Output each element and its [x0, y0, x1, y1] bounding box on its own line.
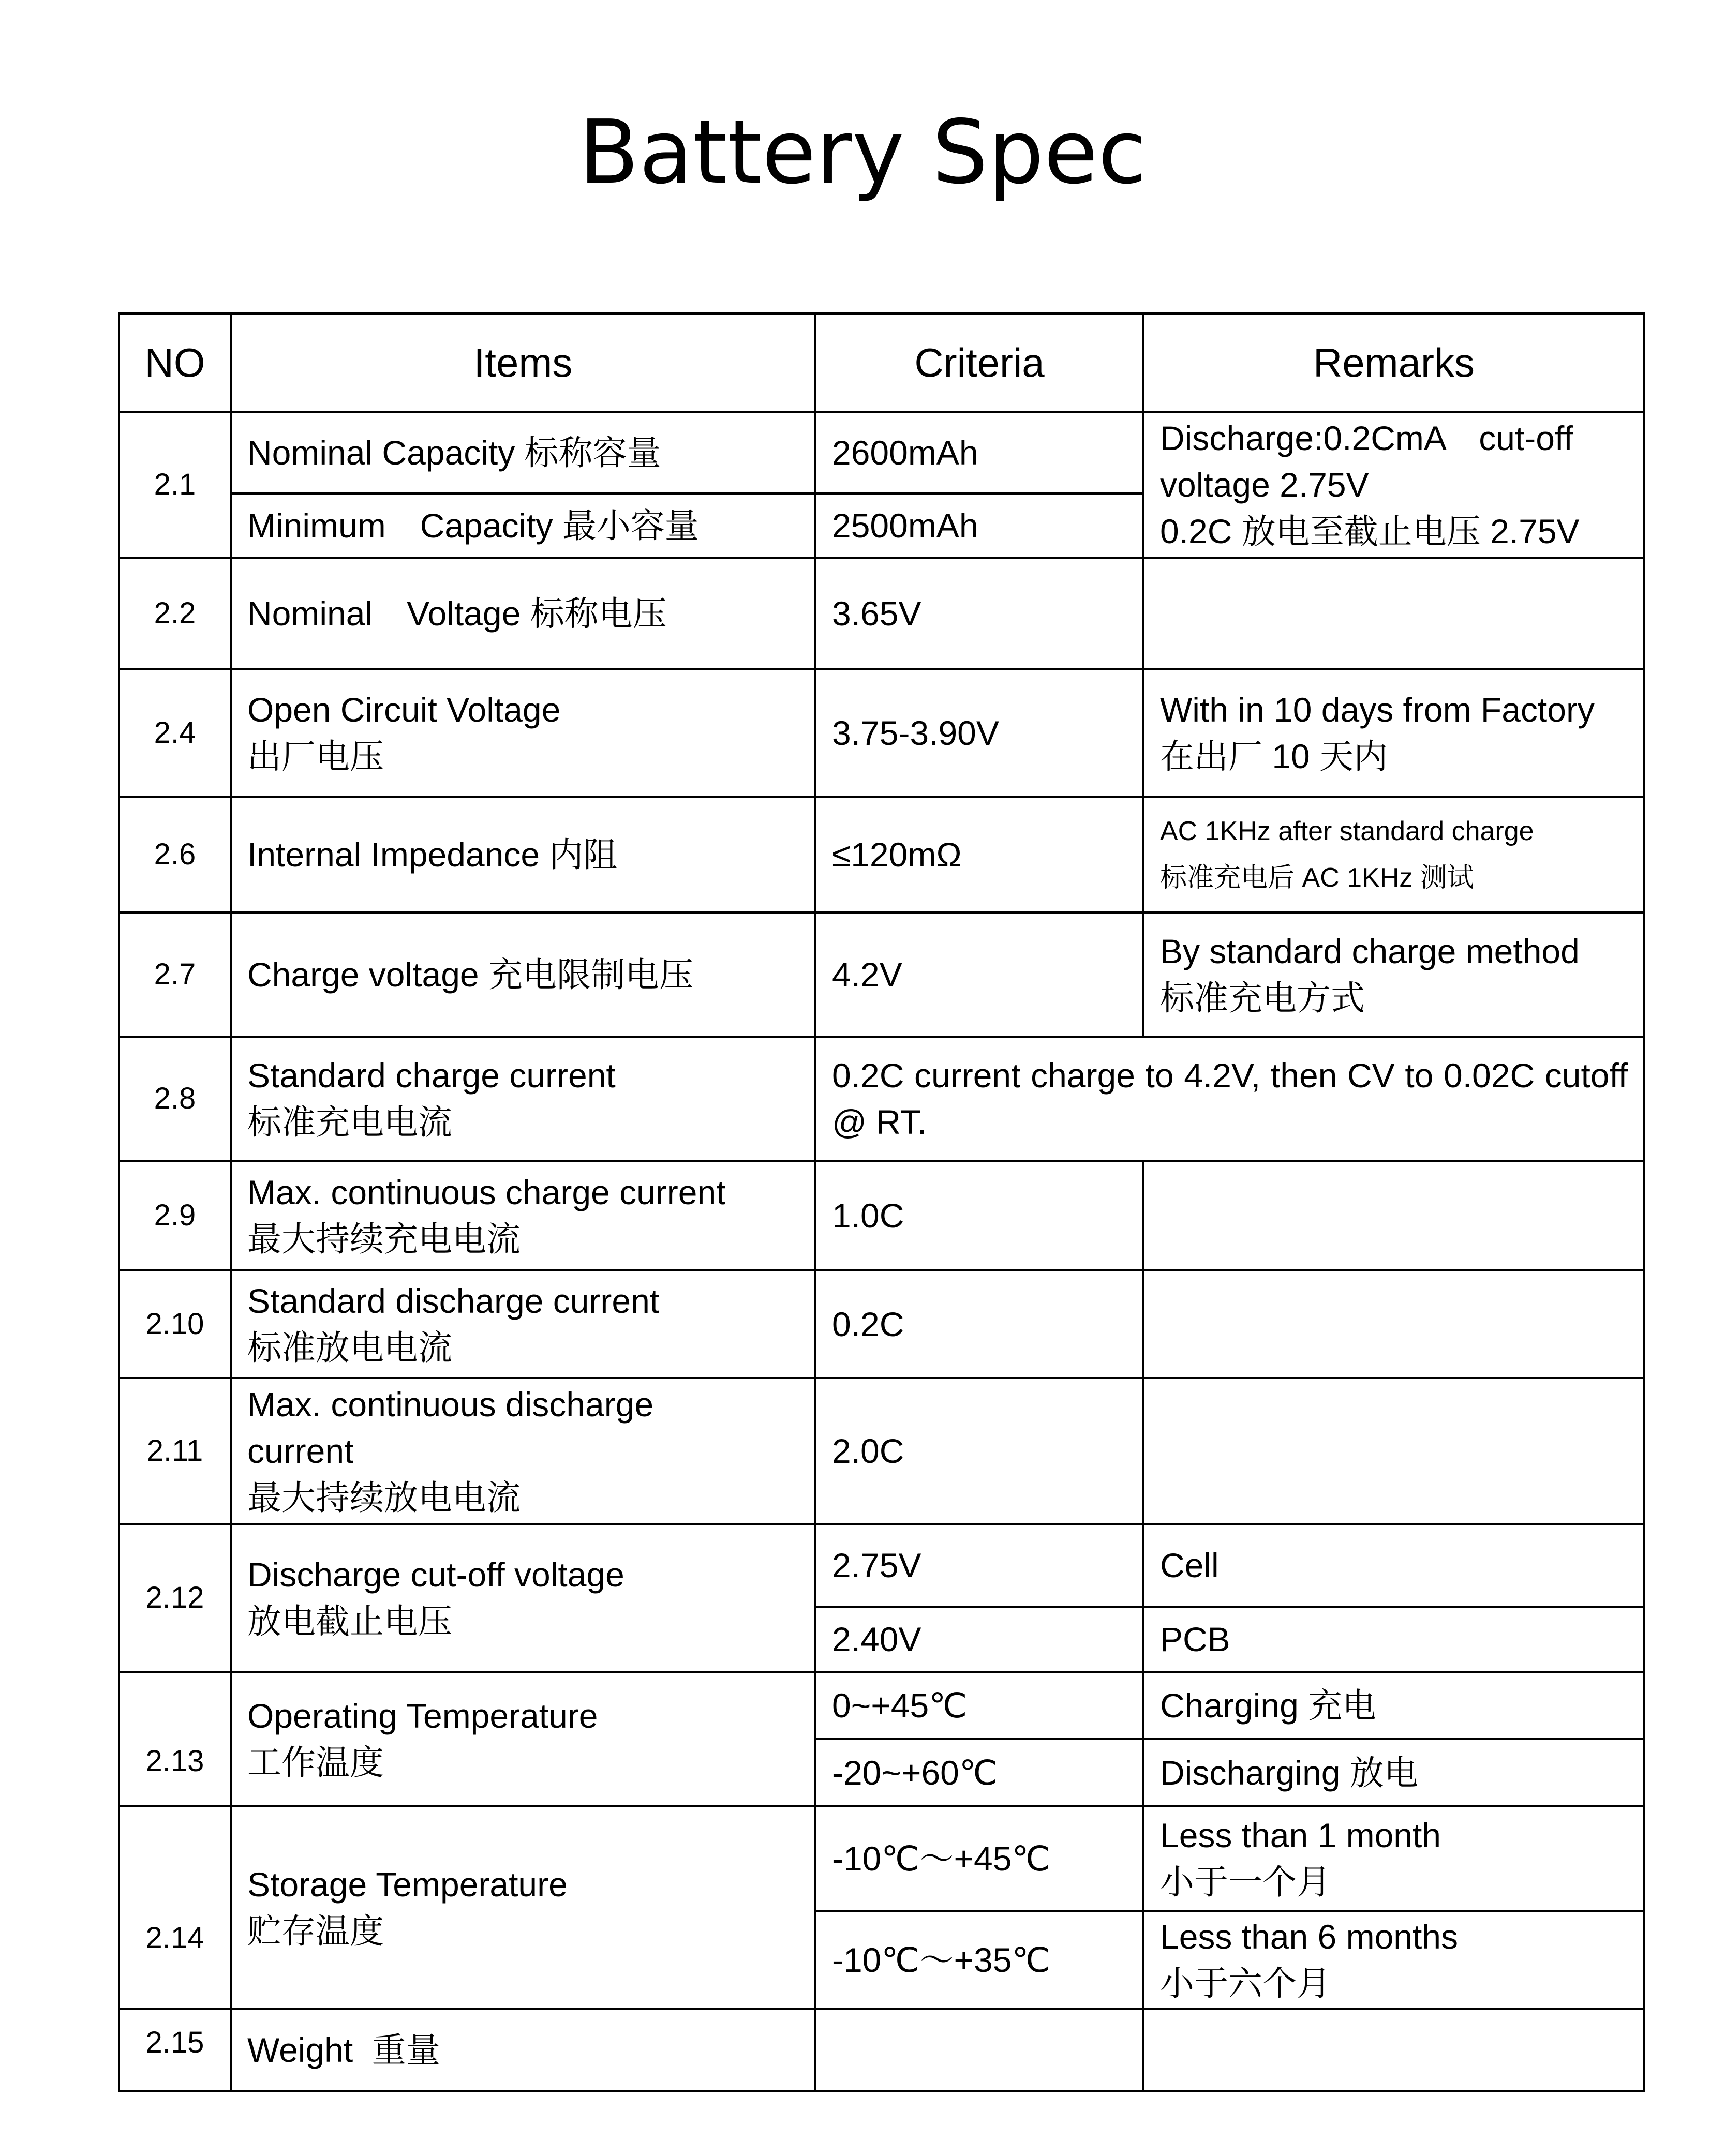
item-cell: [231, 1161, 815, 1270]
criteria-cell: [815, 2009, 1143, 2091]
item-cell: [231, 1037, 815, 1161]
criteria-cell: 3.65V: [815, 558, 1143, 669]
remarks-cell: [1143, 797, 1644, 912]
row-number: 2.7: [119, 912, 231, 1037]
row-number: 2.13: [119, 1672, 231, 1806]
item-cell: Charge voltage 充电限制电压: [231, 912, 815, 1037]
item-line: 工作温度: [247, 1743, 384, 1781]
remarks-cell: Charging 充电: [1143, 1672, 1644, 1739]
table-row: [119, 912, 1644, 1037]
item-line: Max. continuous charge current: [247, 1173, 726, 1211]
table-header-row: [119, 313, 1644, 412]
item-cell: Minimum Capacity 最小容量: [231, 493, 815, 558]
row-number: 2.9: [119, 1161, 231, 1270]
criteria-cell: 2600mAh: [815, 412, 1143, 493]
item-cell: [231, 1672, 815, 1806]
item-cell: [231, 1524, 815, 1672]
item-line: Discharge cut-off voltage: [247, 1555, 624, 1594]
criteria-cell: -20~+60℃: [815, 1739, 1143, 1806]
table-row: [119, 1037, 1644, 1161]
remarks-cell: [1143, 1161, 1644, 1270]
remark-line: Discharge:0.2CmA cut-off: [1160, 419, 1573, 457]
item-line: Standard charge current: [247, 1056, 616, 1095]
remark-line: With in 10 days from Factory: [1160, 691, 1595, 729]
item-line: Operating Temperature: [247, 1697, 598, 1735]
item-cell: Nominal Voltage 标称电压: [231, 558, 815, 669]
item-line: Storage Temperature: [247, 1865, 568, 1904]
remark-line: 标准充电后 AC 1KHz 测试: [1160, 863, 1474, 893]
table-row: [119, 1270, 1644, 1378]
remarks-cell: [1143, 912, 1644, 1037]
header-criteria: Criteria: [815, 313, 1143, 412]
criteria-cell: 2.40V: [815, 1607, 1143, 1672]
row-number: 2.10: [119, 1270, 231, 1378]
criteria-cell: 2.0C: [815, 1378, 1143, 1524]
item-cell: [231, 1378, 815, 1524]
item-line: 标准充电电流: [247, 1103, 452, 1141]
row-number: 2.11: [119, 1378, 231, 1524]
remarks-cell: [1143, 2009, 1644, 2091]
item-line: Standard discharge current: [247, 1282, 660, 1320]
criteria-cell: -10℃～+35℃: [815, 1911, 1143, 2009]
remarks-cell: Discharging 放电: [1143, 1739, 1644, 1806]
row-number: 2.2: [119, 558, 231, 669]
header-remarks: Remarks: [1143, 313, 1644, 412]
remarks-cell: [1143, 558, 1644, 669]
remarks-cell: Cell: [1143, 1524, 1644, 1607]
item-cell: [231, 1270, 815, 1378]
header-no: NO: [119, 313, 231, 412]
criteria-cell: 4.2V: [815, 912, 1143, 1037]
item-cell: Internal Impedance 内阻: [231, 797, 815, 912]
remarks-cell: [1143, 1911, 1644, 2009]
table-row: [119, 2009, 1644, 2091]
criteria-cell: 0.2C: [815, 1270, 1143, 1378]
item-line: 标准放电电流: [247, 1328, 452, 1367]
remark-line: Less than 1 month: [1160, 1816, 1441, 1854]
table-row: [119, 1806, 1644, 1911]
item-line: 出厂电压: [247, 737, 384, 775]
remarks-cell: [1143, 1378, 1644, 1524]
table-row: [119, 1524, 1644, 1607]
remark-line: 0.2C 放电至截止电压 2.75V: [1160, 512, 1580, 550]
row-number: 2.15: [119, 2009, 231, 2091]
item-cell: [231, 669, 815, 797]
criteria-cell: 0~+45℃: [815, 1672, 1143, 1739]
criteria-cell: -10℃～+45℃: [815, 1806, 1143, 1911]
table-row: [119, 412, 1644, 493]
remarks-cell: [1143, 1806, 1644, 1911]
criteria-cell: 1.0C: [815, 1161, 1143, 1270]
remarks-cell: [1143, 669, 1644, 797]
remark-line: 标准充电方式: [1160, 979, 1365, 1017]
item-line: 最大持续放电电流: [247, 1478, 521, 1517]
row-number: 2.12: [119, 1524, 231, 1672]
remark-line: voltage 2.75V: [1160, 466, 1369, 504]
remarks-cell: PCB: [1143, 1607, 1644, 1672]
row-number: 2.14: [119, 1806, 231, 2009]
criteria-cell: 2500mAh: [815, 493, 1143, 558]
table-row: [119, 797, 1644, 912]
row-number: 2.8: [119, 1037, 231, 1161]
item-line: Max. continuous discharge: [247, 1385, 654, 1424]
item-line: 放电截止电压: [247, 1602, 452, 1640]
row-number: 2.4: [119, 669, 231, 797]
item-cell: Weight 重量: [231, 2009, 815, 2091]
spec-table: [118, 312, 1645, 2092]
item-line: 贮存温度: [247, 1912, 384, 1950]
remarks-cell: [1143, 412, 1644, 558]
row-number: 2.6: [119, 797, 231, 912]
remarks-cell: [1143, 1270, 1644, 1378]
criteria-cell: 2.75V: [815, 1524, 1143, 1607]
header-items: Items: [231, 313, 815, 412]
table-row: [119, 1378, 1644, 1524]
table-row: [119, 1672, 1644, 1739]
remark-line: By standard charge method: [1160, 932, 1580, 970]
remark-line: 小于六个月: [1160, 1964, 1331, 2002]
remark-line: 小于一个月: [1160, 1863, 1331, 1901]
row-number: 2.1: [119, 412, 231, 558]
criteria-cell: ≤120mΩ: [815, 797, 1143, 912]
remark-line: AC 1KHz after standard charge: [1160, 816, 1534, 846]
item-cell: Nominal Capacity 标称容量: [231, 412, 815, 493]
item-line: 最大持续充电电流: [247, 1220, 521, 1258]
criteria-cell: 0.2C current charge to 4.2V, then CV to 0.02C cutoff @ RT.: [815, 1037, 1644, 1161]
remark-line: 在出厂 10 天内: [1160, 737, 1388, 775]
table-row: [119, 1161, 1644, 1270]
item-line: Open Circuit Voltage: [247, 691, 561, 729]
page-title: Battery Spec: [578, 101, 1147, 204]
table-row: [119, 669, 1644, 797]
item-cell: [231, 1806, 815, 2009]
remark-line: Less than 6 months: [1160, 1918, 1459, 1956]
table-row: [119, 558, 1644, 669]
item-line: current: [247, 1432, 354, 1470]
criteria-cell: 3.75-3.90V: [815, 669, 1143, 797]
